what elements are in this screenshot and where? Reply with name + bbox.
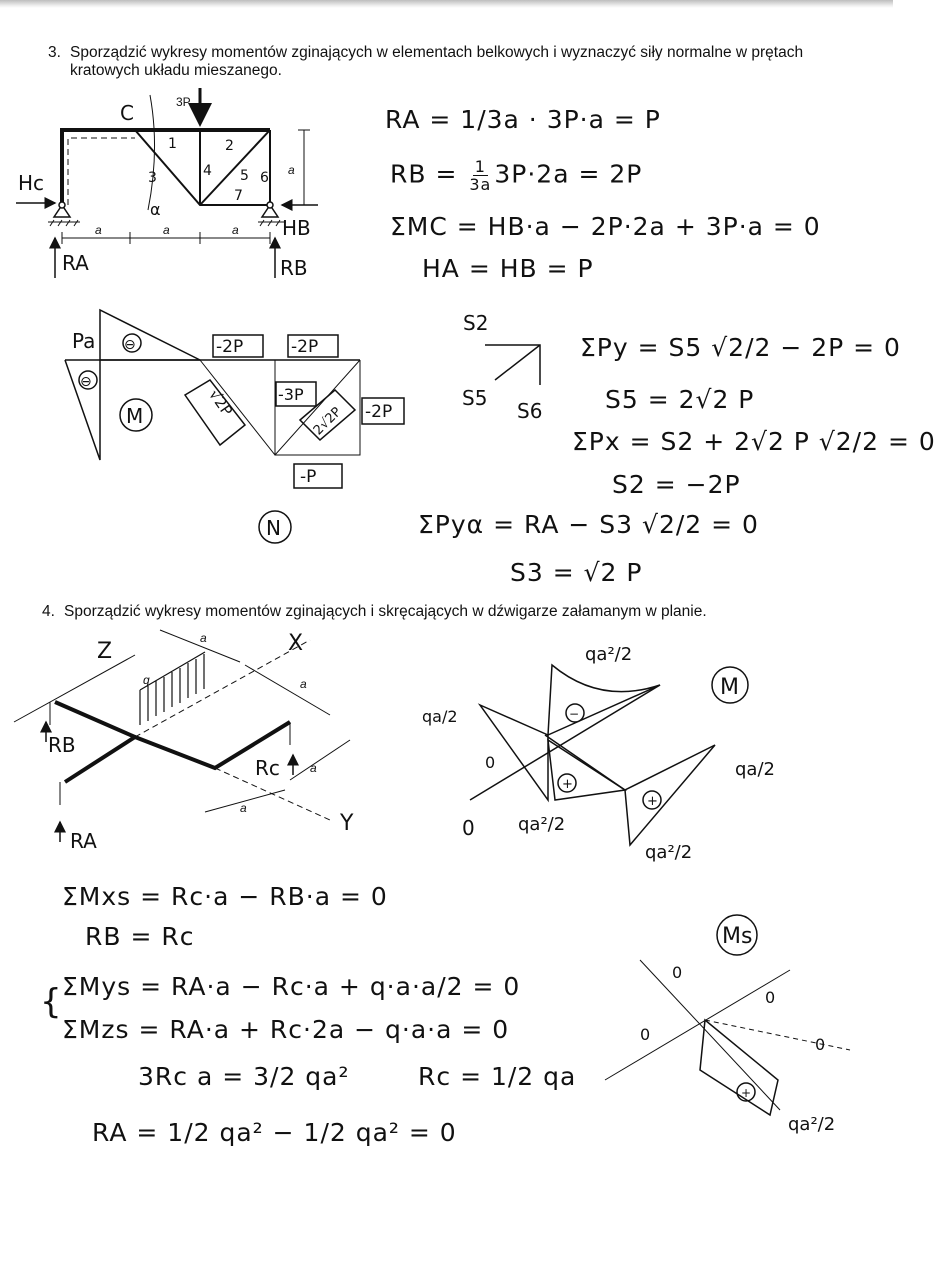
label-2p-2: -2P <box>291 337 319 357</box>
eq-rb-den: 3a <box>469 175 492 194</box>
bending-moment-diagram-4 <box>470 665 757 955</box>
fig2-a-1: a <box>200 631 207 645</box>
eq4-sum-my: ΣMys = RA·a − Rc·a + q·a·a/2 = 0 <box>62 972 521 1001</box>
m-label: M <box>126 404 144 428</box>
diag4-qa2-top: qa²/2 <box>585 644 633 665</box>
hc-label: Hc <box>18 171 45 195</box>
eq-rb <box>390 158 642 193</box>
fbd-s5: S5 <box>462 386 488 410</box>
supports <box>54 205 278 217</box>
n-label: N <box>266 516 281 540</box>
fig2-a-2: a <box>300 677 307 691</box>
label-3p: -3P <box>278 385 304 404</box>
member-1: 1 <box>168 136 177 152</box>
diag4-zero-2: 0 <box>462 816 475 840</box>
diag4-ms-label: Ms <box>722 924 753 949</box>
task4-line: Sporządzić wykresy momentów zginających i skręcających w dźwigarze załamanym w planie. <box>64 603 707 620</box>
minus-1: ⊖ <box>124 337 136 353</box>
diag4-zero-1: 0 <box>485 753 496 772</box>
ms-zero-1: 0 <box>672 963 683 982</box>
fbd-s6: S6 <box>517 399 543 423</box>
diag4-qa-right: qa/2 <box>735 759 775 780</box>
fig2-a-3: a <box>240 801 247 815</box>
label-p: -P <box>300 467 317 487</box>
minus-2: ⊖ <box>80 374 92 390</box>
eq4-sum-mx: ΣMxs = Rc·a − RB·a = 0 <box>62 882 388 911</box>
member-7: 7 <box>234 188 243 204</box>
ms-zero-2: 0 <box>765 988 776 1007</box>
fig2-ra: RA <box>70 829 97 853</box>
eq-s3: S3 = √2 P <box>510 558 643 587</box>
eq4-brace: { <box>40 982 63 1022</box>
eq-rb-right: 3P·2a = 2P <box>494 159 643 189</box>
ms-zero-4: 0 <box>815 1035 826 1054</box>
task3-number: 3. <box>48 44 61 61</box>
label-2p-1: -2P <box>216 337 244 357</box>
fbd-s2: S2 <box>463 311 489 335</box>
eq-s2: S2 = −2P <box>612 470 741 499</box>
eq-rb-fraction <box>469 158 491 193</box>
distributed-load <box>140 652 205 725</box>
x-label: X <box>288 631 304 656</box>
fig2-q: q <box>143 673 150 687</box>
pa-label: Pa <box>72 329 96 353</box>
eq-rb-num: 1 <box>474 157 486 176</box>
dim-a-1: a <box>95 223 102 237</box>
task3-line1: Sporządzić wykresy momentów zginających w elementach belkowych i wyznaczyć siły normalne w prętach <box>70 44 804 61</box>
dim-a-rc <box>290 740 350 780</box>
ra-label: RA <box>62 251 89 275</box>
member-2: 2 <box>225 138 234 154</box>
fig2-a-4: a <box>310 761 317 775</box>
eq4-rca: 3Rc a = 3/2 qa² <box>138 1062 350 1091</box>
eq4-rc: Rc = 1/2 qa <box>418 1062 577 1091</box>
alpha-label: α <box>150 200 161 219</box>
beam-moment <box>100 310 200 360</box>
diag4-plus-1: + <box>562 777 573 792</box>
eq-ha: HA = HB = P <box>422 254 594 283</box>
eq4-ra: RA = 1/2 qa² − 1/2 qa² = 0 <box>92 1118 457 1147</box>
member-5: 5 <box>240 168 249 184</box>
diag4-qa2-bot: qa²/2 <box>645 842 693 863</box>
eq-ra: RA = 1/3a · 3P·a = P <box>385 105 661 134</box>
tension-side-line <box>68 138 135 205</box>
label-sqrt2p: √2P <box>205 385 236 420</box>
diag4-plus-2: + <box>647 794 658 809</box>
fig2-rc: Rc <box>255 756 280 780</box>
ms-qa2: qa²/2 <box>788 1114 836 1135</box>
member-4: 4 <box>203 163 212 179</box>
dim-a-2: a <box>163 223 170 237</box>
label-2sqrt2p: 2√2P <box>310 404 345 439</box>
y-label: Y <box>340 811 354 836</box>
diag4-minus: − <box>569 707 580 721</box>
ms-plus: + <box>741 1086 752 1100</box>
eq-sum-pa: ΣPyα = RA − S3 √2/2 = 0 <box>418 510 759 539</box>
node-c-label: C <box>120 101 134 125</box>
member-3: 3 <box>148 170 157 186</box>
node-free-body <box>485 345 540 385</box>
eq-sum-px: ΣPx = S2 + 2√2 P √2/2 = 0 <box>572 427 936 456</box>
dim-a-vert: a <box>288 163 295 177</box>
load-label: 3P <box>176 95 191 109</box>
task4-number: 4. <box>42 603 55 620</box>
frame-truss-figure <box>16 88 318 278</box>
eq-rb-left: RB = <box>390 159 467 189</box>
ms-axis-3 <box>705 1020 850 1050</box>
m-area-right <box>625 745 715 845</box>
diag4-m-label: M <box>720 675 739 700</box>
hb-label: HB <box>282 216 311 240</box>
rb-label: RB <box>280 256 308 280</box>
diag4-qa2-mid: qa²/2 <box>518 814 566 835</box>
label-2p-3: -2P <box>365 402 393 422</box>
dim-a-3: a <box>232 223 239 237</box>
eq4-rb-rc: RB = Rc <box>85 922 195 951</box>
diag4-qa-left: qa/2 <box>422 707 458 726</box>
ms-zero-3: 0 <box>640 1025 651 1044</box>
eq-sum-mc: ΣMC = HB·a − 2P·2a + 3P·a = 0 <box>390 212 821 241</box>
z-label: Z <box>97 639 113 664</box>
ms-area <box>700 1020 778 1115</box>
fig2-rb: RB <box>48 733 76 757</box>
ms-axis-2 <box>605 970 790 1080</box>
task3-line2: kratowych układu mieszanego. <box>70 62 282 79</box>
ms-axis-1 <box>640 960 780 1110</box>
dim-a-right <box>245 665 330 715</box>
eq4-sum-mz: ΣMzs = RA·a + Rc·2a − q·a·a = 0 <box>62 1015 510 1044</box>
eq-s5: S5 = 2√2 P <box>605 385 755 414</box>
member-6: 6 <box>260 170 269 186</box>
eq-sum-py: ΣPy = S5 √2/2 − 2P = 0 <box>580 333 901 362</box>
m-area-top <box>548 665 660 735</box>
m-area-mid <box>548 740 625 800</box>
